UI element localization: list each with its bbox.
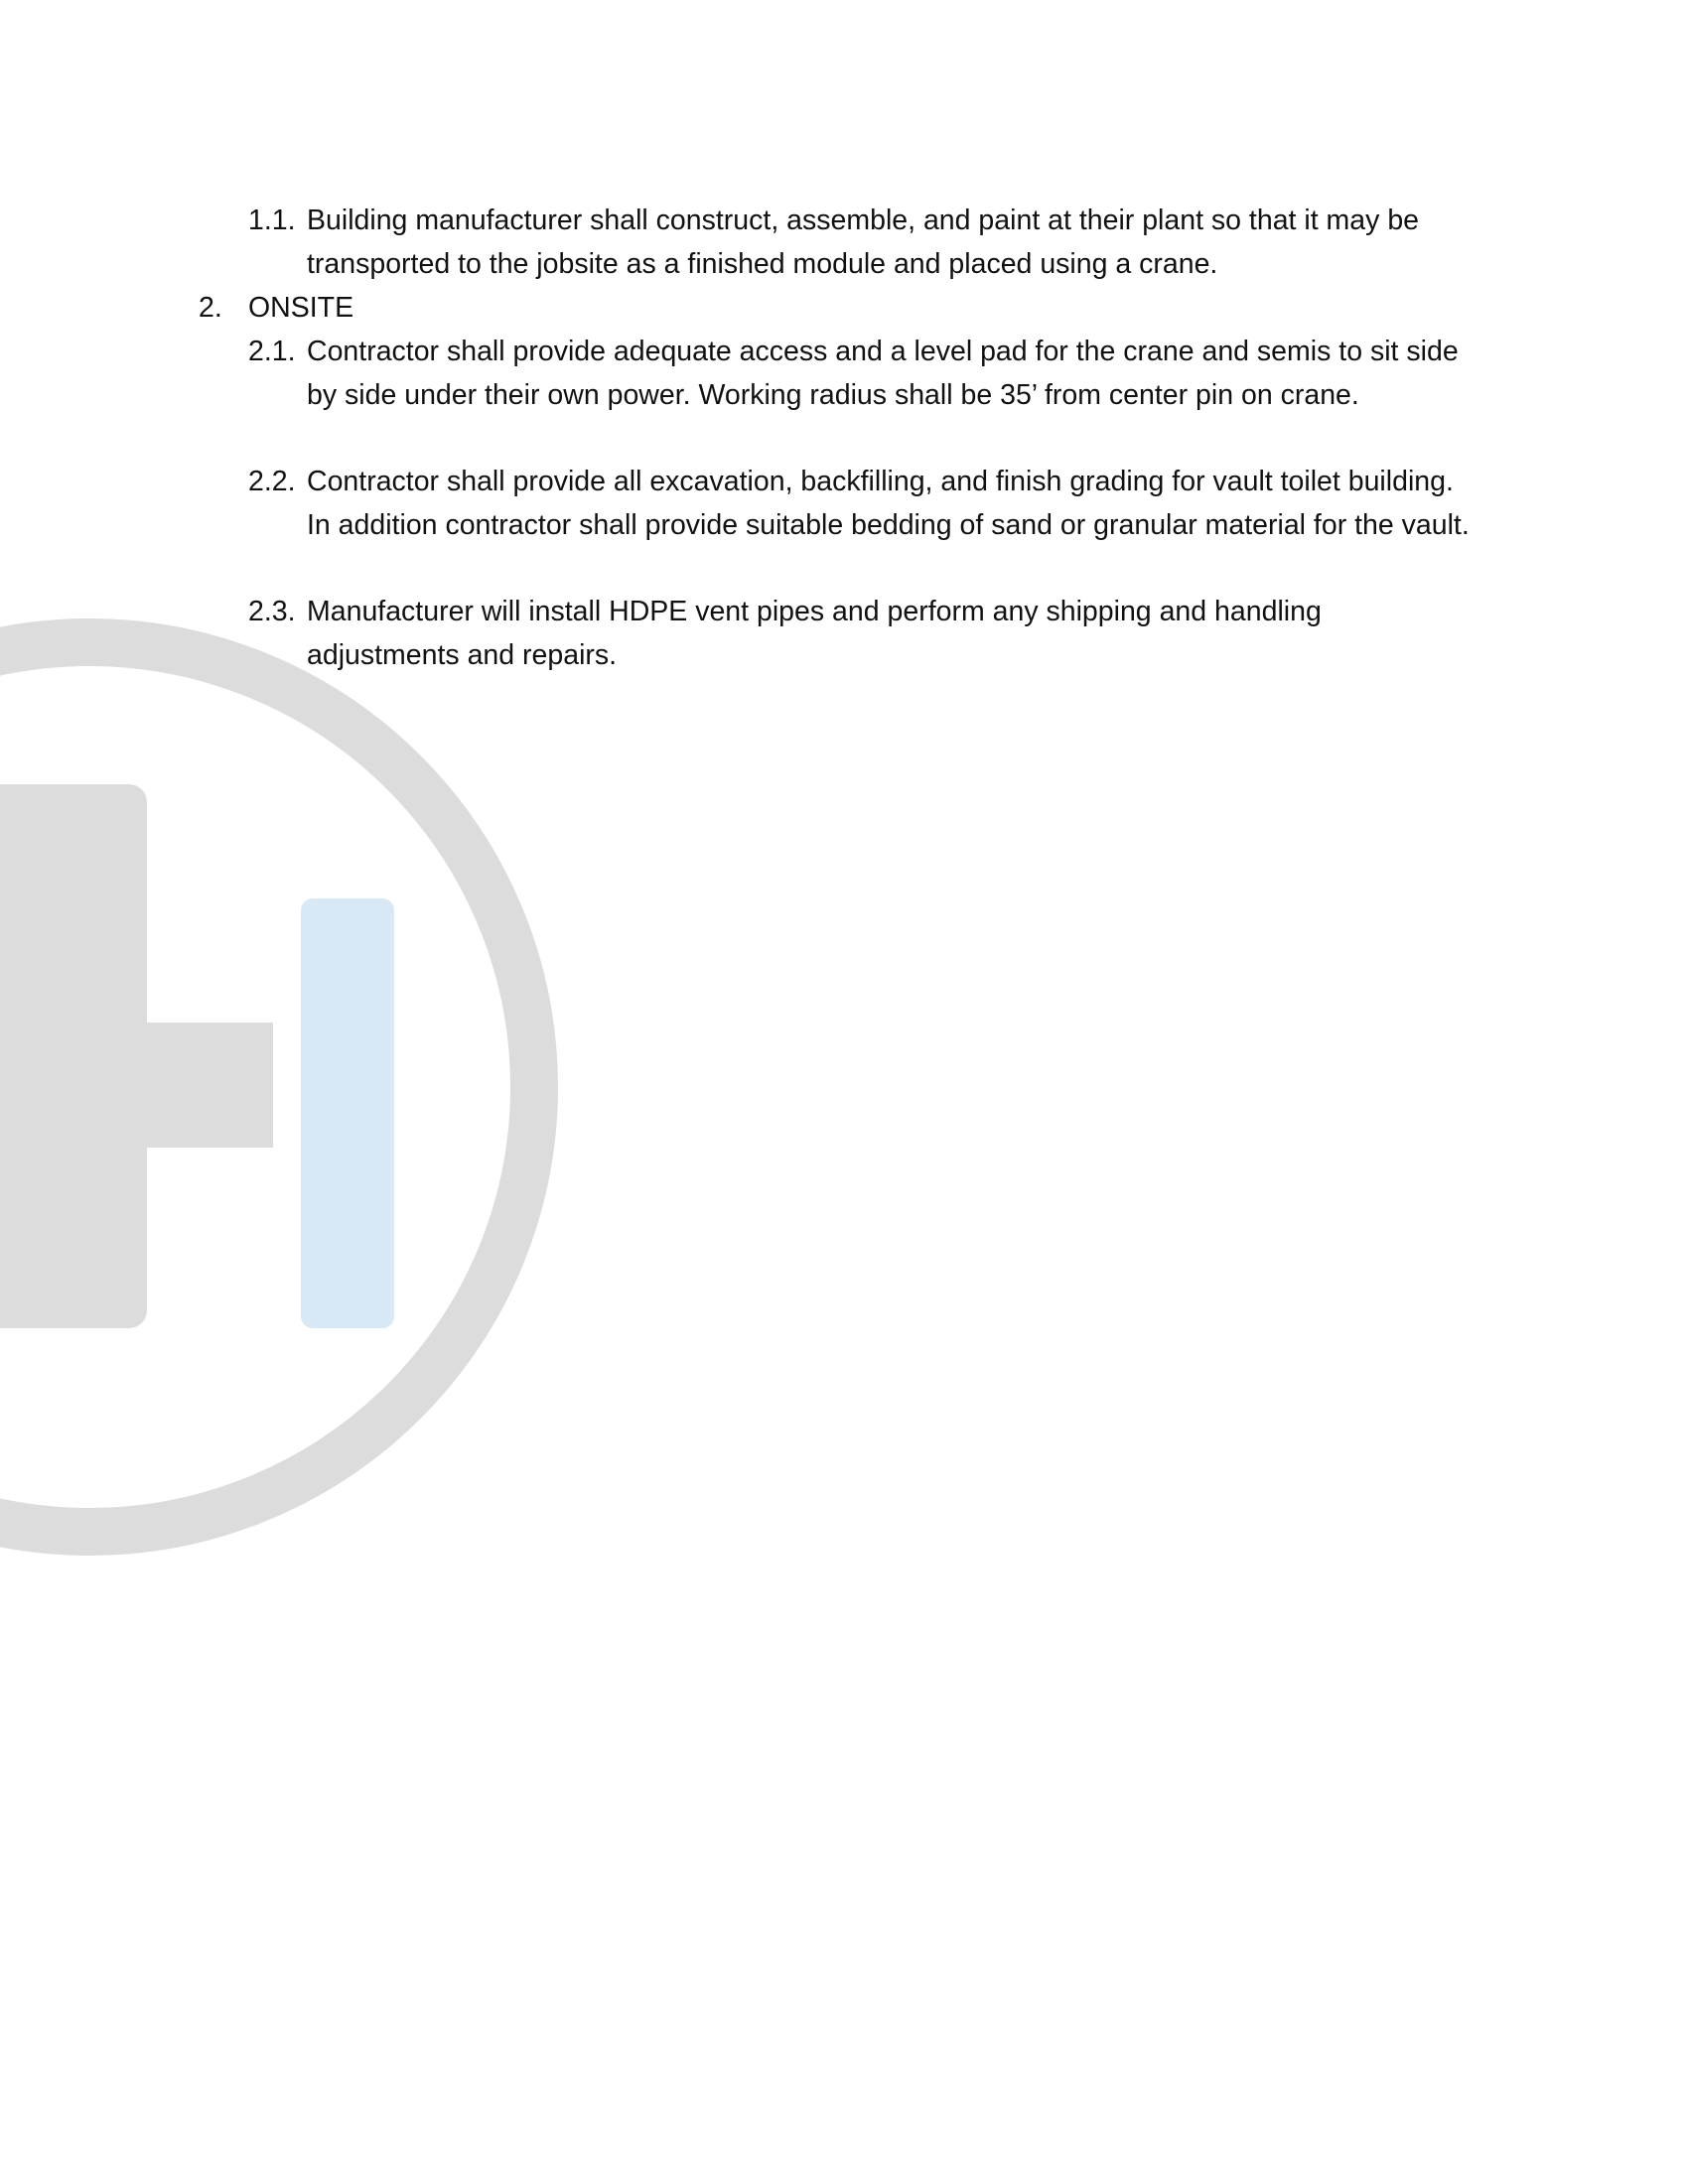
list-item-number: 2.2. [248, 466, 296, 497]
list-item-text: Manufacturer will install HDPE vent pipes and perform any shipping and handling adjustments and repairs. [307, 596, 1322, 671]
list-item-text: Building manufacturer shall construct, assemble, and paint at their plant so that it may be transported to the jobsite as a finished module and placed using a crane. [307, 205, 1420, 280]
list-item-text: Contractor shall provide all excavation, backfilling, and finish grading for vault toilet building. In addition contractor shall provide suitable bedding of sand or granular material for the vault. [307, 466, 1470, 541]
section-heading: ONSITE [248, 292, 354, 324]
list-item-number: 2. [199, 292, 222, 324]
list-item-text: Contractor shall provide adequate access and a level pad for the crane and semis to sit side by side under their own power. Working radius shall be 35’ from center pin on crane. [307, 336, 1459, 411]
list-item-number: 1.1. [248, 205, 296, 236]
list-item-number: 2.3. [248, 596, 296, 627]
list-item-number: 2.1. [248, 336, 296, 367]
